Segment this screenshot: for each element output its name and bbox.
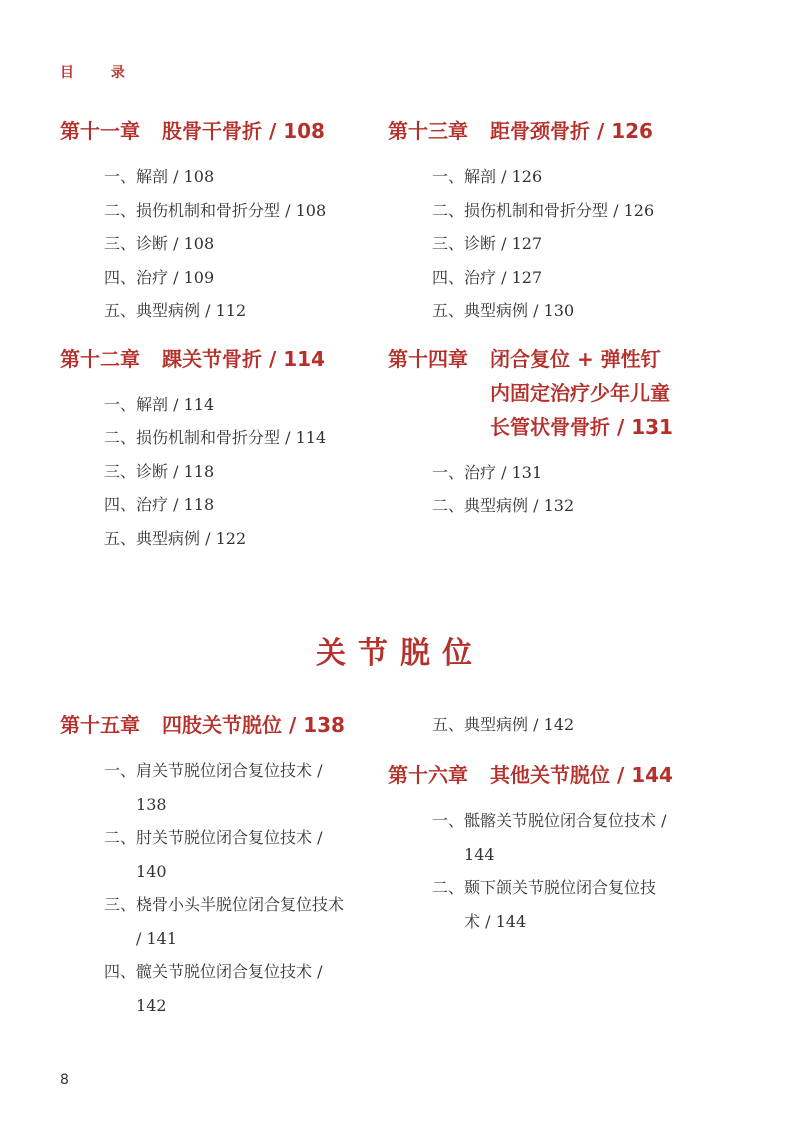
chapter-item-list — [432, 160, 718, 328]
toc-entry-text: 损伤机制和骨折分型 / 126 — [464, 200, 655, 220]
toc-entry[interactable] — [432, 194, 718, 228]
toc-entry[interactable] — [104, 522, 370, 556]
toc-entry-text: 诊断 / 108 — [136, 234, 215, 253]
toc-entry[interactable] — [104, 888, 352, 955]
chapter-title: 其他关节脱位 / 144 — [490, 763, 673, 787]
chapter-number: 第十四章 — [388, 346, 468, 371]
chapter-title: 股骨干骨折 / 108 — [162, 119, 325, 143]
toc-entry-index: 一、 — [104, 167, 137, 186]
chapter-item-list — [432, 708, 688, 742]
toc-entry-text: 治疗 / 131 — [464, 462, 543, 482]
toc-entry-text: 颞下颌关节脱位闭合复位技术 / 144 — [464, 878, 657, 931]
chapter-title: 四肢关节脱位 / 138 — [162, 713, 345, 737]
toc-entry-text: 典型病例 / 112 — [136, 301, 247, 320]
toc-entry-text: 损伤机制和骨折分型 / 108 — [136, 200, 327, 220]
toc-entry[interactable] — [104, 955, 352, 1022]
toc-entry[interactable] — [432, 227, 718, 261]
toc-entry-index: 一、 — [104, 761, 137, 780]
toc-entry-index: 四、 — [104, 495, 137, 514]
toc-entry[interactable] — [432, 294, 718, 328]
chapter-heading[interactable] — [388, 758, 688, 792]
toc-entry[interactable] — [104, 455, 370, 489]
toc-entry-index: 二、 — [104, 428, 137, 447]
toc-entry-index: 一、 — [432, 462, 465, 482]
toc-entry-text: 解剖 / 114 — [136, 394, 215, 414]
toc-entry-index: 五、 — [432, 301, 465, 320]
section-title: 关节脱位 — [316, 636, 484, 671]
toc-entry-index: 二、 — [432, 496, 465, 515]
toc-entry-index: 四、 — [104, 962, 137, 981]
toc-entry[interactable] — [104, 488, 370, 522]
toc-entry[interactable] — [104, 160, 370, 194]
toc-entry-index: 一、 — [432, 167, 465, 186]
toc-column-right-bottom — [388, 708, 688, 938]
toc-entry-text: 典型病例 / 130 — [464, 301, 575, 320]
toc-entry[interactable] — [104, 421, 370, 455]
toc-entry[interactable] — [104, 194, 370, 228]
chapter-number: 第十二章 — [60, 346, 140, 371]
toc-entry[interactable] — [104, 388, 370, 422]
chapter-item-list — [104, 160, 370, 328]
toc-entry-text: 髋关节脱位闭合复位技术 / 142 — [136, 962, 323, 1015]
chapter-number: 第十一章 — [60, 119, 140, 143]
toc-entry-index: 三、 — [104, 461, 137, 481]
chapter-heading[interactable] — [60, 708, 360, 742]
toc-entry[interactable] — [104, 227, 370, 261]
toc-entry-index: 一、 — [432, 811, 465, 830]
toc-entry-index: 一、 — [104, 394, 137, 414]
toc-entry-text: 损伤机制和骨折分型 / 114 — [136, 428, 327, 447]
toc-entry-text: 诊断 / 127 — [464, 234, 543, 253]
toc-entry-text: 诊断 / 118 — [136, 461, 215, 481]
toc-entry-text: 典型病例 / 142 — [464, 715, 575, 734]
toc-entry[interactable] — [432, 160, 718, 194]
chapter-number: 第十五章 — [60, 713, 140, 737]
toc-entry-index: 四、 — [104, 267, 137, 287]
toc-entry-text: 桡骨小头半脱位闭合复位技术 / 141 — [136, 895, 345, 948]
toc-entry[interactable] — [432, 804, 672, 871]
chapter-heading[interactable] — [388, 342, 718, 444]
toc-entry[interactable] — [104, 261, 370, 295]
toc-entry-index: 五、 — [104, 301, 137, 320]
chapter-title: 闭合复位 + 弹性钉内固定治疗少年儿童长管状骨骨折 / 131 — [490, 346, 673, 439]
toc-entry-index: 五、 — [432, 715, 465, 734]
toc-entry[interactable] — [432, 261, 718, 295]
chapter-number: 第十六章 — [388, 763, 468, 787]
toc-entry-index: 三、 — [432, 234, 465, 253]
toc-header: 目 录 — [60, 65, 141, 81]
toc-column-left-top — [60, 114, 370, 555]
chapter-item-list — [104, 754, 352, 1022]
toc-entry-index: 二、 — [432, 878, 465, 897]
toc-entry[interactable] — [104, 754, 352, 821]
toc-column-right-top — [388, 114, 718, 523]
toc-entry-text: 解剖 / 126 — [464, 167, 543, 186]
toc-entry-text: 解剖 / 108 — [136, 167, 215, 186]
chapter-item-list — [432, 804, 672, 938]
chapter-heading[interactable] — [60, 342, 370, 376]
toc-entry-text: 治疗 / 118 — [136, 495, 215, 514]
toc-entry[interactable] — [432, 456, 718, 490]
toc-entry-index: 二、 — [104, 828, 137, 847]
toc-entry[interactable] — [104, 294, 370, 328]
chapter-item-list — [104, 388, 370, 556]
chapter-number: 第十三章 — [388, 119, 468, 143]
toc-entry-text: 肘关节脱位闭合复位技术 / 140 — [136, 828, 323, 881]
toc-entry-index: 三、 — [104, 234, 137, 253]
toc-entry[interactable] — [432, 708, 688, 742]
toc-entry-index: 三、 — [104, 895, 137, 914]
chapter-title: 距骨颈骨折 / 126 — [490, 119, 653, 143]
toc-entry-index: 二、 — [432, 200, 465, 220]
toc-entry-index: 二、 — [104, 200, 137, 220]
toc-entry-text: 典型病例 / 122 — [136, 528, 247, 548]
page-number: 8 — [60, 1072, 69, 1088]
chapter-title: 踝关节骨折 / 114 — [162, 346, 325, 371]
chapter-heading[interactable] — [60, 114, 370, 148]
toc-entry-text: 治疗 / 109 — [136, 267, 215, 287]
toc-entry-text: 骶髂关节脱位闭合复位技术 / 144 — [464, 811, 667, 864]
toc-entry-text: 肩关节脱位闭合复位技术 / 138 — [136, 761, 323, 814]
toc-entry-index: 五、 — [104, 528, 137, 548]
toc-entry-text: 典型病例 / 132 — [464, 496, 575, 515]
toc-column-left-bottom — [60, 708, 360, 1022]
toc-entry-text: 治疗 / 127 — [464, 267, 543, 287]
chapter-item-list — [432, 456, 718, 523]
chapter-heading[interactable] — [388, 114, 718, 148]
toc-entry-index: 四、 — [432, 267, 465, 287]
toc-entry[interactable] — [104, 821, 352, 888]
toc-entry[interactable] — [432, 489, 718, 523]
toc-entry[interactable] — [432, 871, 672, 938]
